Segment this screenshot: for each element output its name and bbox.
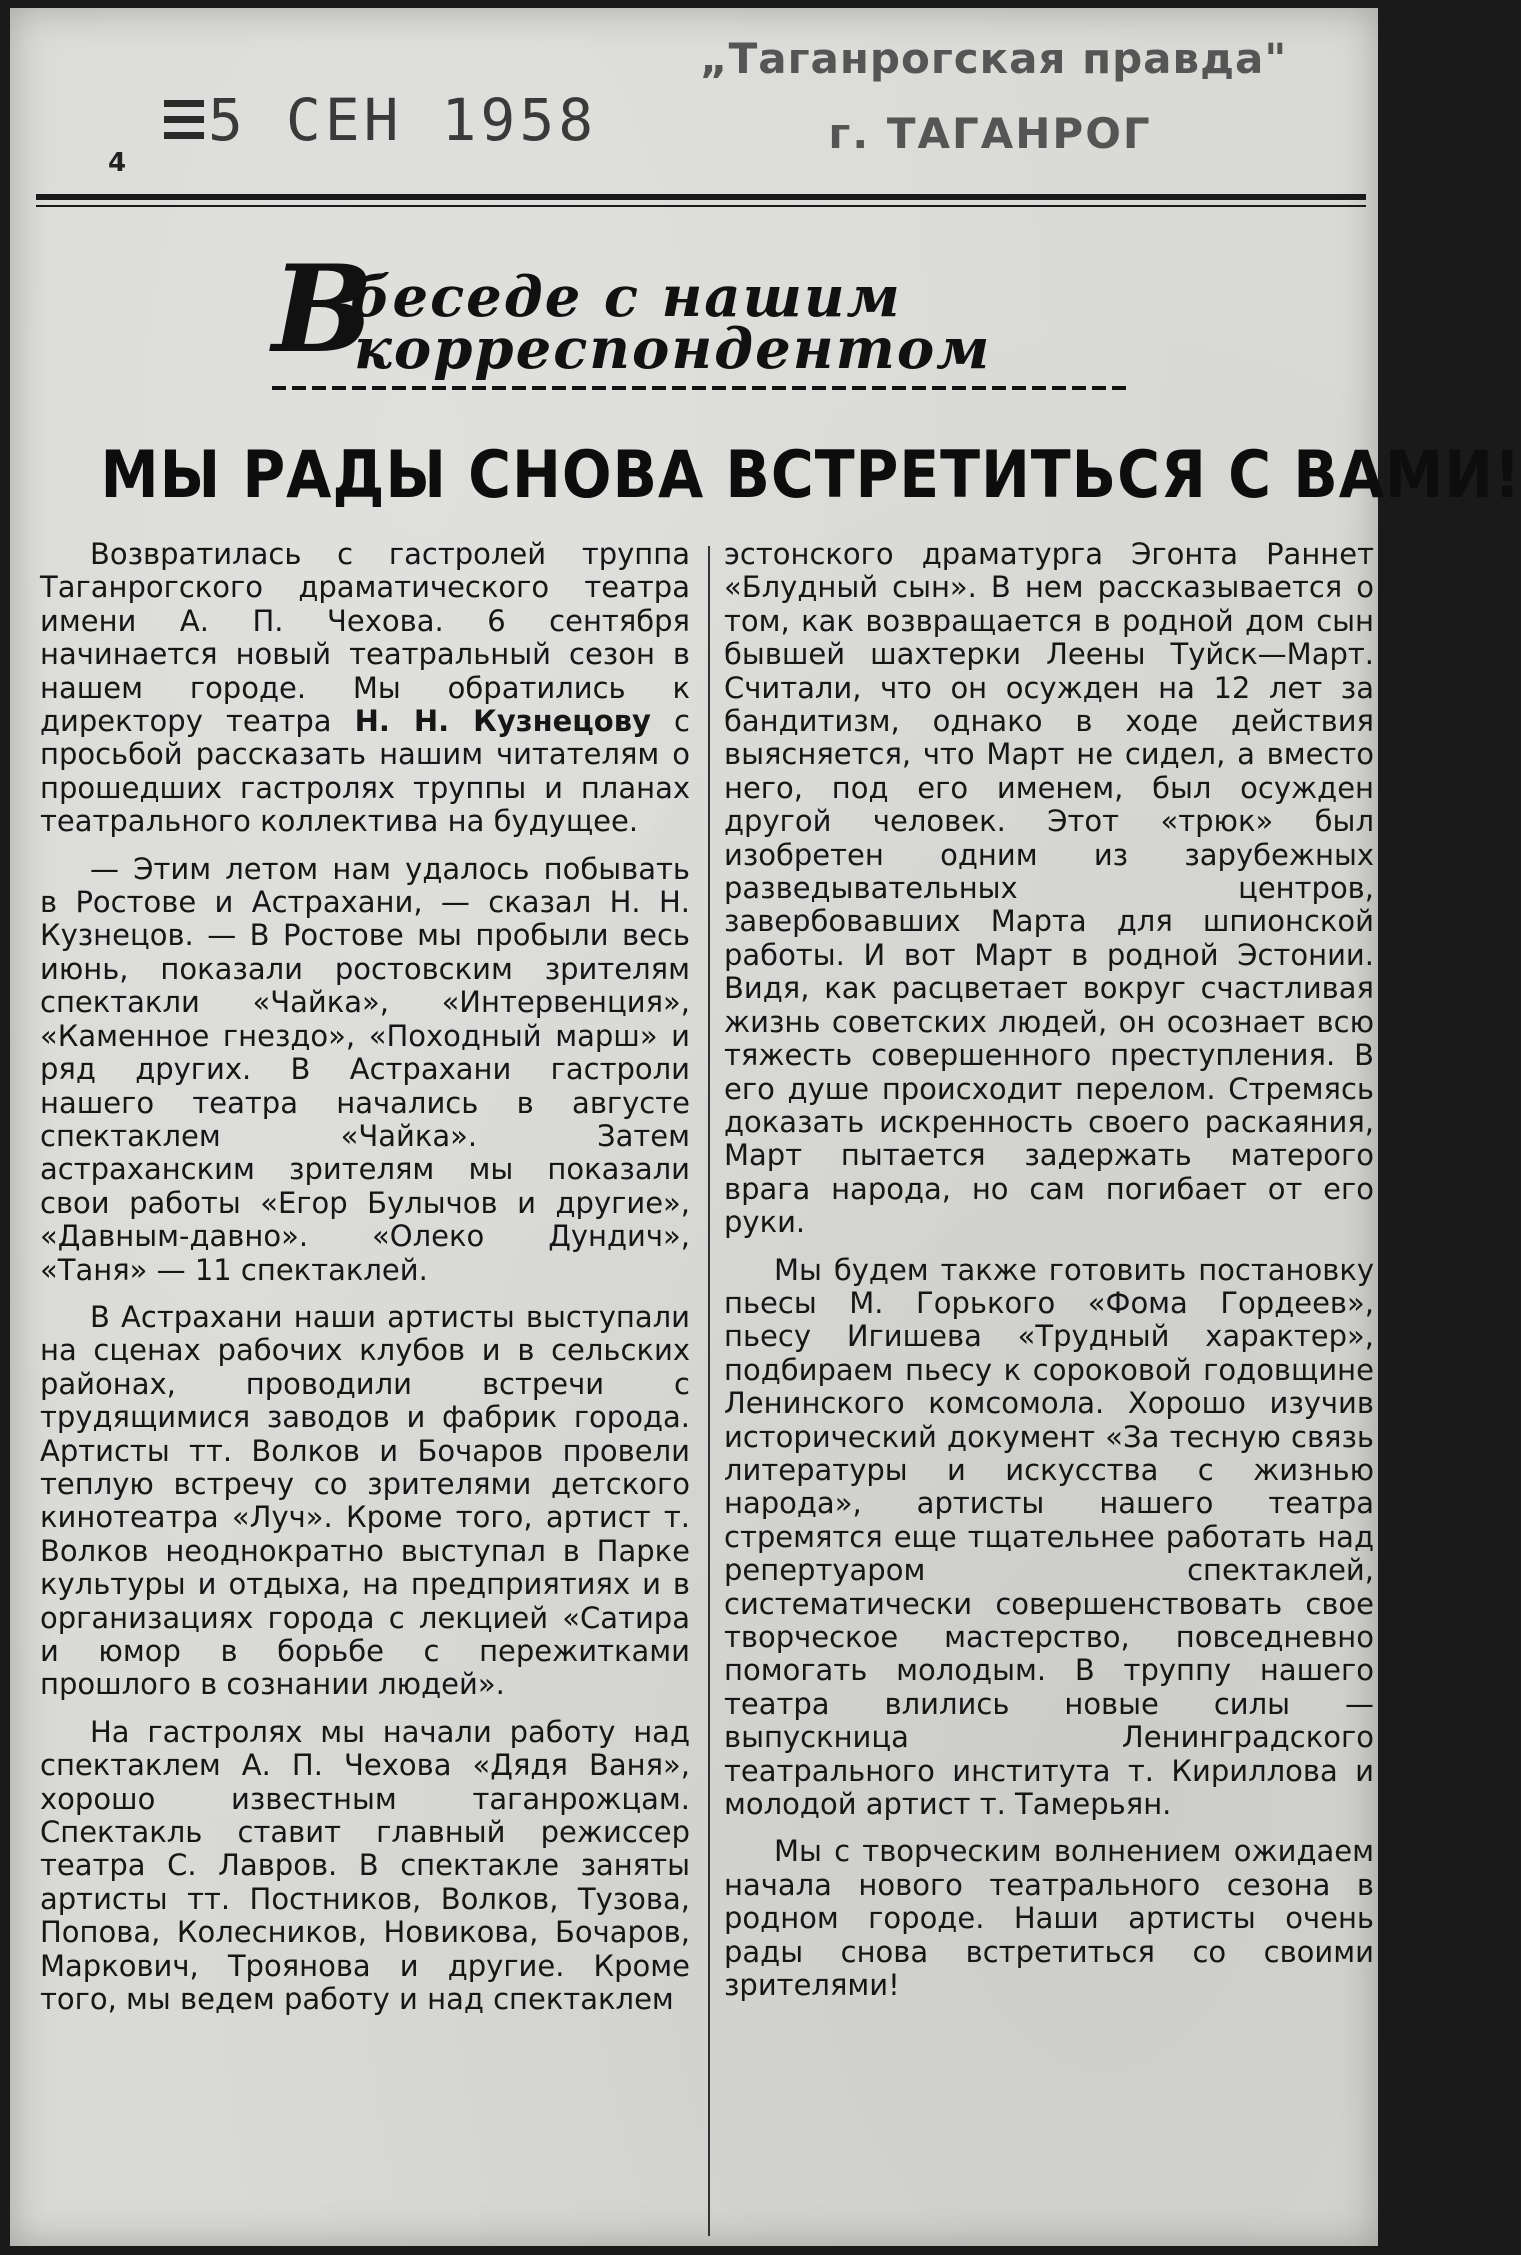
newspaper-stamp: [700, 34, 1288, 158]
date-stamp: [160, 68, 598, 163]
header-rule-thick: [36, 194, 1366, 200]
rubric-heading: [272, 239, 1152, 398]
rubric-line-1: беседе с нашим: [350, 264, 902, 330]
rubric-initial: В: [272, 239, 374, 380]
header-rule-thin: [36, 205, 1366, 207]
newspaper-name: „Таганрогская правда": [700, 34, 1288, 83]
rubric-underline: [272, 386, 1132, 390]
article-body: [40, 537, 1374, 2238]
page-number: 4: [108, 148, 127, 178]
article-column-right: [724, 538, 1374, 2002]
paragraph: В Астрахани наши артисты выступали на сценах рабочих клубов и в сельских районах, проводили встречи с трудящимися заводов и фабрик города. Артисты тт. Волков и Бочаров провели теплую встречу со зрителями детского кинотеатра «Луч». Кроме того, артист т. Волков неоднократно выступал в Парке культуры и отдыха, на предприятиях и в организациях города с лекцией «Сатира и юмор в борьбе с пережитками прошлого в сознании людей».: [40, 1299, 690, 1702]
article-headline: МЫ РАДЫ СНОВА ВСТРЕТИТЬСЯ С ВАМИ!: [100, 438, 1521, 513]
paragraph: На гастролях мы начали работу над спектаклем А. П. Чехова «Дядя Ваня», хорошо известным таганрожцам. Спектакль ставит главный режиссер театра С. Лавров. В спектакле заняты артисты тт. Постников, Волков, Тузова, Попова, Колесников, Новикова, Бочаров, Маркович, Троянова и другие. Кроме того, мы ведем работу и над спектаклем: [40, 1714, 690, 2017]
column-divider: [708, 546, 710, 2236]
stamp-strike-mark: [160, 90, 210, 160]
director-name: Н. Н. Кузнецову: [354, 704, 651, 739]
paragraph: Возвратилась с гастролей труппа Таганрогского драматического театра имени А. П. Чехова. 6 сентября начинается новый театральный сезон в нашем городе. Мы обратились к директору театра Н. Н. Кузнецову с просьбой рассказать нашим читателям о прошедших гастролях труппы и планах театрального коллектива на будущее.: [40, 537, 690, 839]
paragraph: Мы будем также готовить постановку пьесы М. Горького «Фома Гордеев», пьесу Игишева «Трудный характер», подбираем пьесу к сороковой годовщине Ленинского комсомола. Хорошо изучив исторический документ «За тесную связь литературы и искусства с жизнью народа», артисты нашего театра стремятся еще тщательнее работать над репертуаром спектаклей, систематически совершенствовать свое творческое мастерство, повседневно помогать молодым. В труппу нашего театра влились новые силы — выпускница Ленинградского театрального института т. Кириллова и молодой артист т. Тамерьян.: [724, 1252, 1374, 1822]
rubric-line-2: корреспондентом: [354, 316, 992, 382]
newspaper-city: г. ТАГАНРОГ: [828, 109, 1152, 158]
paragraph: — Этим летом нам удалось побывать в Ростове и Астрахани, — сказал Н. Н. Кузнецов. — В Ростове мы пробыли весь июнь, показали ростовским зрителям спектакли «Чайка», «Интервенция», «Каменное гнездо», «Походный марш» и ряд других. В Астрахани гастроли нашего театра начались в августе спектаклем «Чайка». Затем астраханским зрителям мы показали свои работы «Егор Булычов и другие», «Давным-давно». «Олеко Дундич», «Таня» — 11 спектаклей.: [40, 851, 690, 1287]
paragraph: Мы с творческим волнением ожидаем начала нового театрального сезона в родном городе. Наши артисты очень рады снова встретиться со своими зрителями!: [724, 1834, 1374, 2003]
newspaper-clipping: [10, 8, 1521, 2246]
article-column-left: [40, 538, 690, 2016]
paragraph: эстонского драматурга Эгонта Раннет «Блудный сын». В нем рассказывается о том, как возвращается в родной дом сын бывшей шахтерки Леены Туйск—Март. Считали, что он осужден на 12 лет за бандитизм, однако в ходе действия выясняется, что Март не сидел, а вместо него, под его именем, был осужден другой человек. Этот «трюк» был изобретен одним из зарубежных разведывательных центров, завербовавших Марта для шпионской работы. И вот Март в родной Эстонии. Видя, как расцветает вокруг счастливая жизнь советских людей, он осознает всю тяжесть совершенного преступления. В его душе происходит перелом. Стремясь доказать искренность своего раскаяния, Март пытается задержать матерого врага народа, но сам погибает от его руки.: [724, 537, 1374, 1240]
date-stamp-text: 5 СЕН 1958: [208, 86, 598, 154]
